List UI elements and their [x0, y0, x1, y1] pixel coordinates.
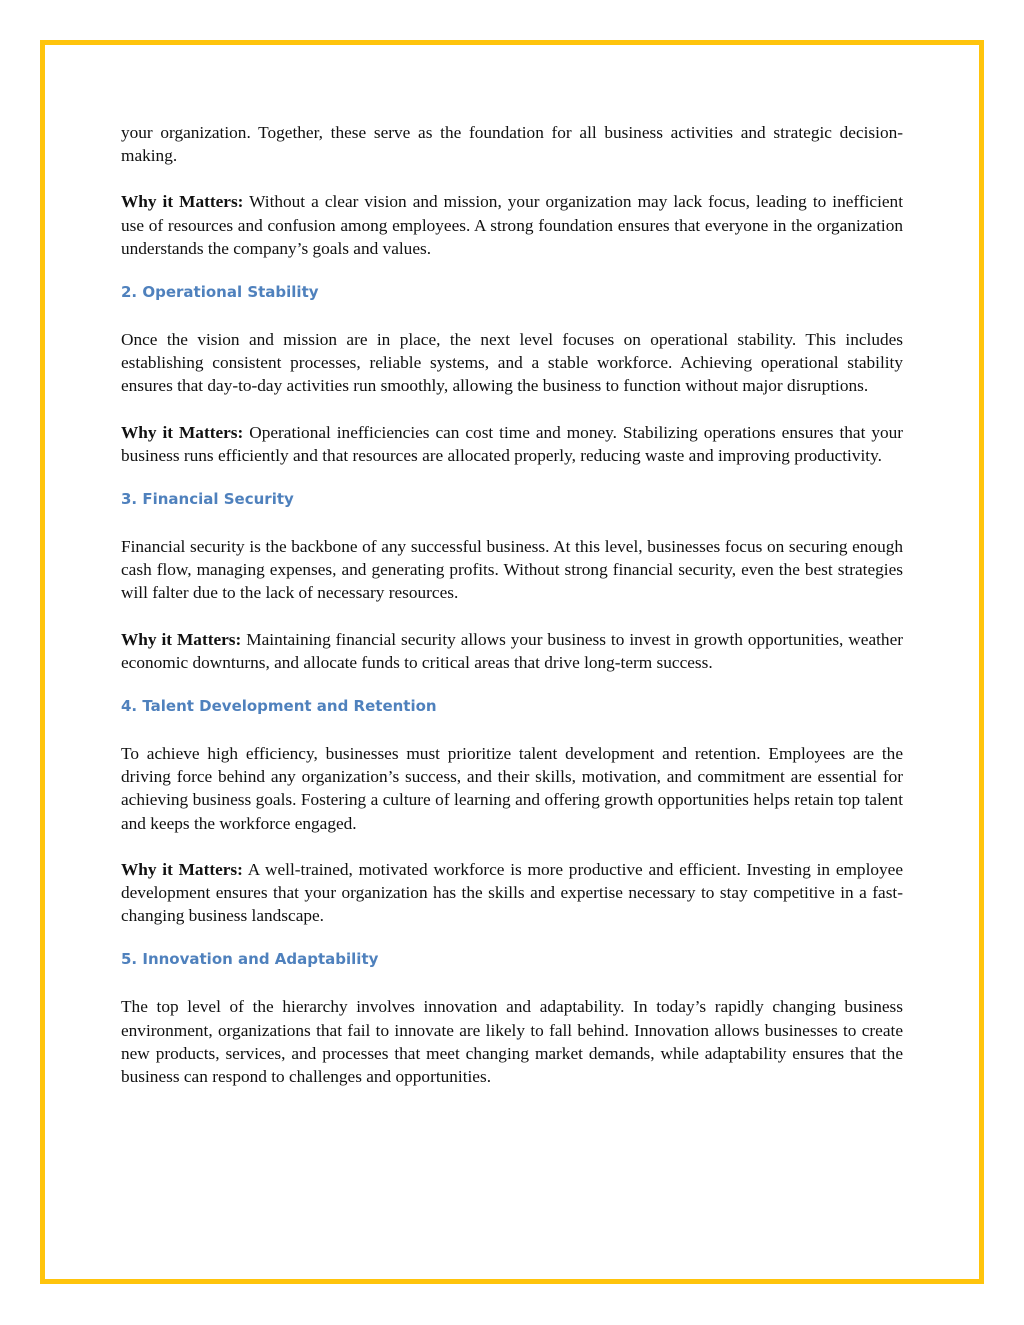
section-why-talent-development — [121, 858, 903, 928]
why-it-matters-text: Without a clear vision and mission, your organization may lack focus, leading to inefficient use of resources and confusion among employees. A strong foundation ensures that everyone in the organization understands the company’s goals and values. — [121, 192, 903, 258]
why-it-matters-text: Maintaining financial security allows your business to invest in growth opportunities, weather economic downturns, and allocate funds to critical areas that drive long-term success. — [121, 629, 903, 672]
section-why-operational-stability — [121, 421, 903, 467]
why-it-matters-label: Why it Matters: — [121, 859, 243, 879]
why-it-matters-label: Why it Matters: — [121, 422, 244, 442]
why-it-matters-label: Why it Matters: — [121, 629, 242, 649]
why-it-matters-text: Operational inefficiencies can cost time and money. Stabilizing operations ensures that your business runs efficiently and that resources are allocated properly, reducing waste and improving productivity. — [121, 422, 903, 465]
section-body-financial-security: Financial security is the backbone of any successful business. At this level, businesses focus on securing enough cash flow, managing expenses, and generating profits. Without strong financial security, even the best strategies will falter due to the lack of necessary resources. — [121, 537, 903, 603]
section-heading-financial-security: 3. Financial Security — [121, 490, 294, 509]
section-body-operational-stability: Once the vision and mission are in place, the next level focuses on operational stability. This includes establishing consistent processes, reliable systems, and a stable workforce. Achieving operational stability ensures that day-to-day activities run smoothly, allowing the business to function without major disruptions. — [121, 330, 903, 396]
section-heading-innovation-adaptability: 5. Innovation and Adaptability — [121, 950, 379, 969]
section-body-talent-development: To achieve high efficiency, businesses must prioritize talent development and retention. Employees are the driving force behind any organization’s success, and their skills, motivation, and commitment are essential for achieving business goals. Fostering a culture of learning and offering growth opportunities helps retain top talent and keeps the workforce engaged. — [121, 744, 903, 833]
section-heading-operational-stability: 2. Operational Stability — [121, 283, 319, 302]
document-body — [121, 121, 903, 1088]
section-body-innovation-adaptability: The top level of the hierarchy involves innovation and adaptability. In today’s rapidly changing business environment, organizations that fail to innovate are likely to fall behind. Innovation allows businesses to create new products, services, and processes that meet changing market demands, while adaptability ensures that the business can respond to challenges and opportunities. — [121, 997, 903, 1087]
intro-why-paragraph — [121, 190, 903, 260]
section-heading-talent-development: 4. Talent Development and Retention — [121, 697, 437, 716]
why-it-matters-text: A well-trained, motivated workforce is more productive and efficient. Investing in employee development ensures that your organization has the skills and expertise necessary to stay competitive in a fast-changing business landscape. — [121, 859, 903, 926]
section-why-financial-security — [121, 628, 903, 674]
why-it-matters-label: Why it Matters: — [121, 192, 244, 212]
intro-paragraph: your organization. Together, these serve as the foundation for all business activities and strategic decision-making. — [121, 123, 903, 166]
